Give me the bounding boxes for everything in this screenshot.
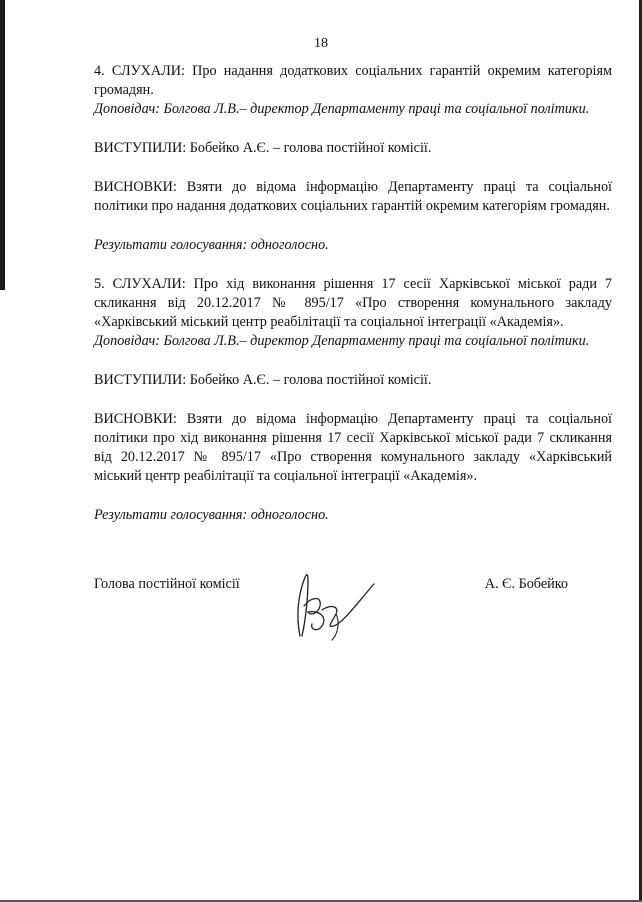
conclusions-label: ВИСНОВКИ: xyxy=(94,411,177,427)
agenda-item-4 xyxy=(94,62,612,255)
heard-paragraph xyxy=(94,275,612,332)
minutes-body xyxy=(94,62,612,525)
spoke-paragraph xyxy=(94,139,612,158)
conclusions-paragraph xyxy=(94,410,612,486)
spoke-paragraph xyxy=(94,371,612,390)
heard-text: Про хід виконання рішення 17 сесії Харківської міської ради 7 скликання від 20.12.2017 № 895/17 «Про створення комунального закладу «Харківський міський центр реабілітації та соціальної інтеграції «Академія». xyxy=(94,276,613,330)
heard-label: 4. СЛУХАЛИ: xyxy=(94,63,185,79)
page-number: 18 xyxy=(314,36,328,51)
conclusions-label: ВИСНОВКИ: xyxy=(94,179,177,195)
conclusions-text: Взяти до відома інформацію Департаменту праці та соціальної політики про надання додаткових соціальних гарантій окремим категоріям громадян. xyxy=(94,179,612,214)
vote-result: Результати голосування: одноголосно. xyxy=(94,237,329,253)
conclusions-paragraph xyxy=(94,178,612,216)
spoke-text: Бобейко А.Є. – голова постійної комісії. xyxy=(186,140,432,156)
spoke-text: Бобейко А.Є. – голова постійної комісії. xyxy=(186,372,432,388)
reporter-line: Доповідач: Болгова Л.В.– директор Департаменту праці та соціальної політики. xyxy=(94,101,590,117)
spoke-label: ВИСТУПИЛИ: xyxy=(94,372,187,388)
heard-label: 5. СЛУХАЛИ: xyxy=(94,276,186,292)
conclusions-text: Взяти до відома інформацію Департаменту праці та соціальної політики про хід виконання рішення 17 сесії Харківської міської ради 7 скликання від 20.12.2017 № 895/17 «Про створення комунального закладу «Харківський міський центр реабілітації та соціальної інтеграції «Академія». xyxy=(94,411,612,484)
signatory-name: А. Є. Бобейко xyxy=(484,576,568,592)
agenda-item-5 xyxy=(94,275,612,525)
spoke-label: ВИСТУПИЛИ: xyxy=(94,140,187,156)
heard-text: Про надання додаткових соціальних гарантій окремим категоріям громадян. xyxy=(94,63,613,98)
signatory-role: Голова постійної комісії xyxy=(94,576,240,592)
vote-result: Результати голосування: одноголосно. xyxy=(94,507,329,523)
handwritten-signature xyxy=(278,566,378,648)
heard-paragraph xyxy=(94,62,612,100)
reporter-line: Доповідач: Болгова Л.В.– директор Департаменту праці та соціальної політики. xyxy=(94,333,590,349)
